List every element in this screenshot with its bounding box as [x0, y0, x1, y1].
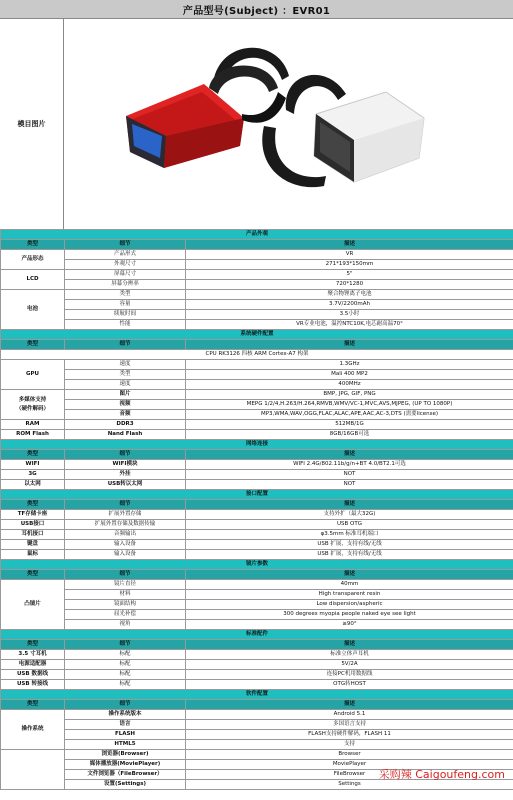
section-appearance: 产品外观 [1, 230, 513, 240]
desc-cell: 3.5小时 [186, 310, 513, 320]
col-detail: 细节 [65, 340, 186, 350]
category-cell: 鼠标 [1, 550, 65, 560]
detail-cell: 音频 [65, 410, 186, 420]
spec-table [0, 229, 513, 790]
detail-cell: 扩展外置存储及数据传输 [65, 520, 186, 530]
desc-cell: WIFI 2.4G/802.11b/g/n+BT 4.0/BT2.1可选 [186, 460, 513, 470]
desc-cell: 5" [186, 270, 513, 280]
category-cell: 3G [1, 470, 65, 480]
desc-cell: 271*193*150mm [186, 260, 513, 270]
table-row [1, 520, 513, 530]
desc-cell: 512MB/1G [186, 420, 513, 430]
category-cell: USB 数据线 [1, 670, 65, 680]
table-row [1, 310, 513, 320]
table-row [1, 480, 513, 490]
table-row [1, 370, 513, 380]
table-row [1, 430, 513, 440]
category-cell: 电池 [1, 290, 65, 330]
table-row [1, 270, 513, 280]
detail-cell: 屏幕尺寸 [65, 270, 186, 280]
desc-cell: Low dispersion/aspheric [186, 600, 513, 610]
desc-cell: Browser [186, 750, 513, 760]
desc-cell: 400MHz [186, 380, 513, 390]
detail-cell: 音频输出 [65, 530, 186, 540]
table-row [1, 260, 513, 270]
desc-cell: MEPG 1/2/4,H.263/H.264,RMVB,WMV/VC-1,MVC,AVS,MJPEG, (UP TO 1080P) [186, 400, 513, 410]
desc-cell: USB 扩展，支持有线/无线 [186, 550, 513, 560]
desc-cell: Settings [186, 780, 513, 790]
category-cell: GPU [1, 360, 65, 390]
table-row [1, 730, 513, 740]
col-detail: 细节 [65, 500, 186, 510]
detail-cell: 类型 [65, 370, 186, 380]
detail-cell: 镜片直径 [65, 580, 186, 590]
table-row [1, 300, 513, 310]
desc-cell: USB 扩展，支持有线/无线 [186, 540, 513, 550]
white-headset-image [262, 75, 424, 187]
watermark: 采购辣 Caigoufeng.com [378, 768, 505, 781]
desc-cell: VR专业电池，温控NTC10K,电芯耐高温70° [186, 320, 513, 330]
desc-cell: 连接PC机用数据线 [186, 670, 513, 680]
desc-cell: NOT [186, 480, 513, 490]
desc-cell: 5V/2A [186, 660, 513, 670]
category-cell: 操作系统 [1, 710, 65, 750]
col-desc: 描述 [186, 500, 513, 510]
detail-cell: 容量 [65, 300, 186, 310]
detail-cell: 屈光补偿 [65, 610, 186, 620]
category-cell: ROM Flash [1, 430, 65, 440]
detail-cell: 浏览器(Browser) [65, 750, 186, 760]
desc-cell: 720*1280 [186, 280, 513, 290]
desc-cell: High transparent resin [186, 590, 513, 600]
section-lens: 镜片参数 [1, 560, 513, 570]
col-detail: 细节 [65, 450, 186, 460]
col-desc: 描述 [186, 640, 513, 650]
header-row [1, 640, 513, 650]
table-row [1, 650, 513, 660]
detail-cell: 标配 [65, 660, 186, 670]
category-line-1: 多媒体支持 [18, 396, 47, 403]
col-desc: 描述 [186, 700, 513, 710]
table-row [1, 590, 513, 600]
detail-cell: 标配 [65, 680, 186, 690]
table-row [1, 350, 513, 360]
col-type: 类型 [1, 240, 65, 250]
detail-cell: 输入设备 [65, 550, 186, 560]
desc-cell: CPU RK3126 四核 ARM Cortex-A7 构架 [1, 350, 513, 360]
detail-cell: 输入设备 [65, 540, 186, 550]
col-desc: 描述 [186, 340, 513, 350]
table-row [1, 390, 513, 400]
section-accessories: 标准配件 [1, 630, 513, 640]
category-cell [1, 750, 65, 790]
category-cell: 产品形态 [1, 250, 65, 270]
col-desc: 描述 [186, 570, 513, 580]
table-row [1, 740, 513, 750]
detail-cell: 外观尺寸 [65, 260, 186, 270]
vr-headsets-illustration [64, 18, 513, 229]
detail-cell: WIFI模块 [65, 460, 186, 470]
table-row [1, 550, 513, 560]
page-title: 产品型号(Subject) ：EVR01 [0, 0, 513, 19]
table-row [1, 510, 513, 520]
desc-cell: NOT [186, 470, 513, 480]
detail-cell: 视角 [65, 620, 186, 630]
detail-cell: 速度 [65, 360, 186, 370]
desc-cell: OTG转HOST [186, 680, 513, 690]
photo-label: 模目图片 [0, 18, 64, 229]
header-row [1, 700, 513, 710]
desc-cell: 3.7V/2200mAh [186, 300, 513, 310]
detail-cell: 操作系统版本 [65, 710, 186, 720]
detail-cell: 视频 [65, 400, 186, 410]
table-row [1, 720, 513, 730]
col-detail: 细节 [65, 640, 186, 650]
desc-cell: 300 degrees myopia people naked eye see light [186, 610, 513, 620]
desc-cell: MoviePlayer [186, 760, 513, 770]
section-row [1, 440, 513, 450]
detail-cell: 文件浏览器（FileBrowser） [65, 770, 186, 780]
table-row [1, 610, 513, 620]
table-row [1, 750, 513, 760]
section-row [1, 490, 513, 500]
desc-cell: 支持外扩（最大32G) [186, 510, 513, 520]
section-row [1, 230, 513, 240]
desc-cell: Mali 400 MP2 [186, 370, 513, 380]
table-row [1, 250, 513, 260]
detail-cell: 续航时间 [65, 310, 186, 320]
detail-cell: 镜面结构 [65, 600, 186, 610]
detail-cell: 产品形式 [65, 250, 186, 260]
table-row [1, 280, 513, 290]
table-row [1, 380, 513, 390]
detail-cell: DDR3 [65, 420, 186, 430]
detail-cell: 扩展外置存储 [65, 510, 186, 520]
category-cell: 电源适配器 [1, 660, 65, 670]
table-row [1, 710, 513, 720]
category-cell: LCD [1, 270, 65, 290]
desc-cell: Android 5.1 [186, 710, 513, 720]
table-row [1, 460, 513, 470]
header-row [1, 240, 513, 250]
detail-cell: 语言 [65, 720, 186, 730]
section-row [1, 330, 513, 340]
desc-cell: USB OTG [186, 520, 513, 530]
category-cell: 以太网 [1, 480, 65, 490]
table-row [1, 410, 513, 420]
col-desc: 描述 [186, 240, 513, 250]
section-row [1, 690, 513, 700]
detail-cell: Nand Flash [65, 430, 186, 440]
header-row [1, 340, 513, 350]
product-photo [64, 18, 513, 229]
category-cell: WIFI [1, 460, 65, 470]
detail-cell: USB转以太网 [65, 480, 186, 490]
detail-cell: 类型 [65, 290, 186, 300]
table-row [1, 680, 513, 690]
detail-cell: FLASH [65, 730, 186, 740]
header-row [1, 450, 513, 460]
desc-cell: 多国语言支持 [186, 720, 513, 730]
table-row [1, 600, 513, 610]
desc-cell: BMP, JPG, GIF, PNG [186, 390, 513, 400]
table-row [1, 470, 513, 480]
category-cell: USB 转接线 [1, 680, 65, 690]
table-row [1, 290, 513, 300]
table-row [1, 420, 513, 430]
detail-cell: 标配 [65, 650, 186, 660]
table-row [1, 660, 513, 670]
table-row [1, 400, 513, 410]
detail-cell: 外挂 [65, 470, 186, 480]
desc-cell: VR [186, 250, 513, 260]
header-row [1, 500, 513, 510]
col-type: 类型 [1, 500, 65, 510]
col-type: 类型 [1, 450, 65, 460]
detail-cell: 性能 [65, 320, 186, 330]
desc-cell: 8GB/16GB可选 [186, 430, 513, 440]
section-hardware: 系统硬件配置 [1, 330, 513, 340]
col-type: 类型 [1, 700, 65, 710]
detail-cell: 设置(Settings) [65, 780, 186, 790]
col-type: 类型 [1, 640, 65, 650]
category-cell: 3.5 寸耳机 [1, 650, 65, 660]
table-row [1, 620, 513, 630]
section-row [1, 560, 513, 570]
col-type: 类型 [1, 570, 65, 580]
desc-cell: 标准立体声耳机 [186, 650, 513, 660]
category-cell: 耳机接口 [1, 530, 65, 540]
table-row [1, 580, 513, 590]
desc-cell: FLASH支持硬件解码，FLASH 11 [186, 730, 513, 740]
col-detail: 细节 [65, 700, 186, 710]
section-software: 软件配置 [1, 690, 513, 700]
category-cell: 凸镜片 [1, 580, 65, 630]
detail-cell: 媒体播放器(MoviePlayer) [65, 760, 186, 770]
detail-cell: 屏幕分辨率 [65, 280, 186, 290]
detail-cell: 速度 [65, 380, 186, 390]
category-cell: USB接口 [1, 520, 65, 530]
header-row [1, 570, 513, 580]
detail-cell: 图片 [65, 390, 186, 400]
section-network: 网络连接 [1, 440, 513, 450]
col-detail: 细节 [65, 240, 186, 250]
category-line-2: （硬件解码） [15, 405, 49, 412]
category-cell: TF存储卡座 [1, 510, 65, 520]
section-row [1, 630, 513, 640]
desc-cell: MP3,WMA,WAV,OGG,FLAC,ALAC,APE,AAC,AC-3,DTS (需要license) [186, 410, 513, 420]
product-photo-row [0, 18, 513, 230]
desc-cell: 1.3GHz [186, 360, 513, 370]
section-interface: 接口配置 [1, 490, 513, 500]
category-cell: RAM [1, 420, 65, 430]
col-type: 类型 [1, 340, 65, 350]
desc-cell: φ3.5mm 标准耳机端口 [186, 530, 513, 540]
col-desc: 描述 [186, 450, 513, 460]
table-row [1, 320, 513, 330]
detail-cell: 标配 [65, 670, 186, 680]
desc-cell: 聚合物锂离子电池 [186, 290, 513, 300]
col-detail: 细节 [65, 570, 186, 580]
desc-cell: 支持 [186, 740, 513, 750]
desc-cell: ≥90° [186, 620, 513, 630]
table-row [1, 670, 513, 680]
desc-cell: FileBrowser [186, 770, 513, 780]
desc-cell: 40mm [186, 580, 513, 590]
table-row [1, 530, 513, 540]
category-cell [1, 390, 65, 420]
detail-cell: 材料 [65, 590, 186, 600]
table-row [1, 540, 513, 550]
detail-cell: HTML5 [65, 740, 186, 750]
table-row [1, 360, 513, 370]
category-cell: 键盘 [1, 540, 65, 550]
